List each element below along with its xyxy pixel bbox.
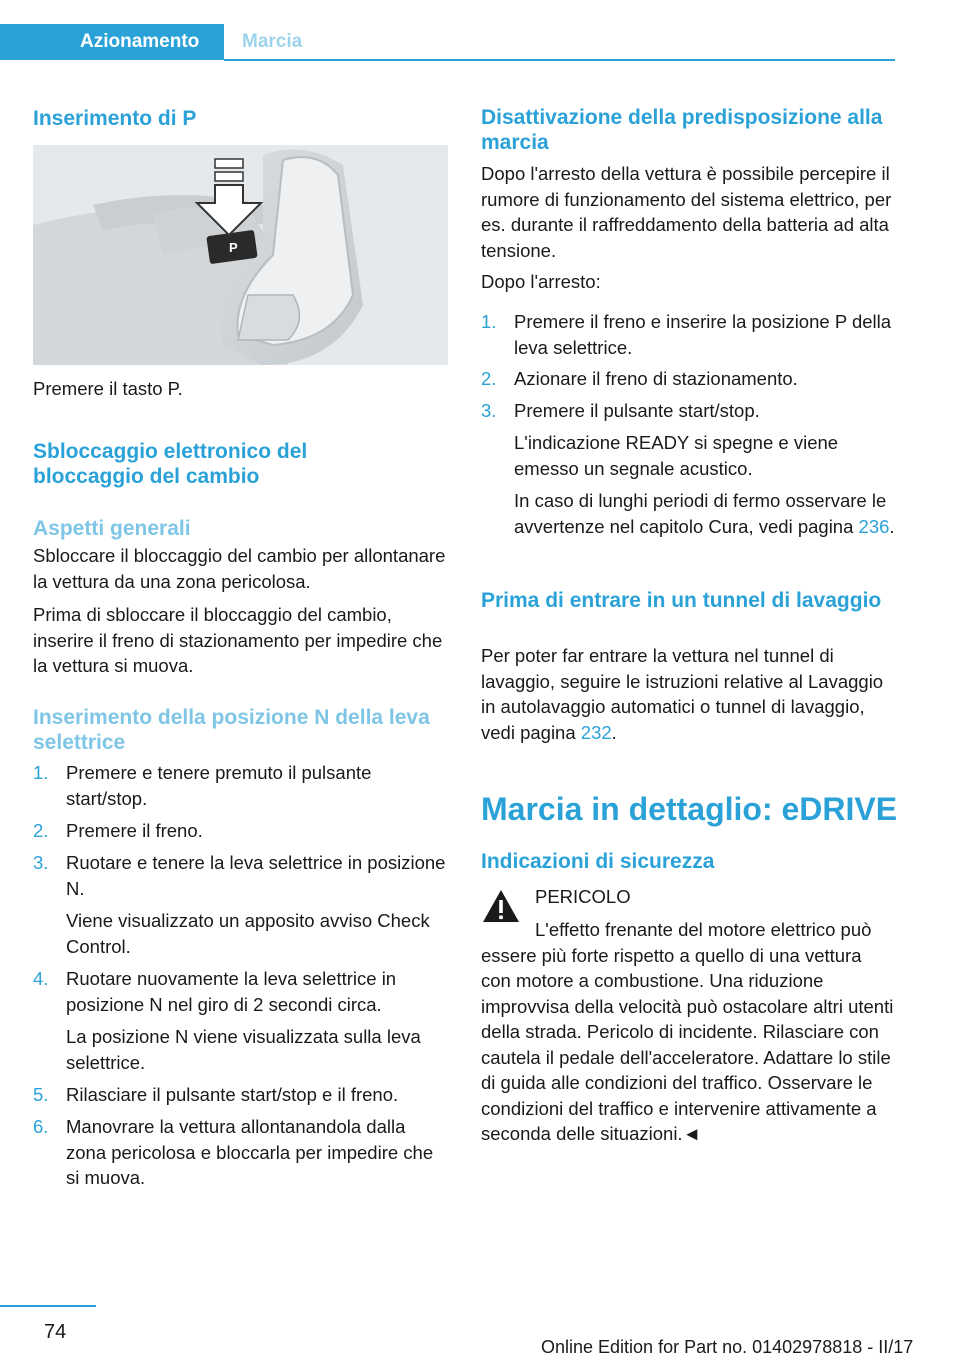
step-text: Premere il freno. bbox=[66, 820, 203, 841]
heading-insert-p: Inserimento di P bbox=[33, 107, 197, 130]
p-key-label: P bbox=[229, 240, 238, 255]
note-text: In caso di lunghi periodi di fermo osservare le avvertenze nel capitolo Cura, vedi pagina bbox=[514, 490, 887, 537]
step-text: Rilasciare il pulsante start/stop e il freno. bbox=[66, 1084, 399, 1105]
note-period: . bbox=[889, 515, 895, 537]
heading-deactivate: Disattivazione della predisposizione alla marcia bbox=[481, 106, 883, 154]
header-tabs bbox=[0, 24, 895, 62]
step-number: 1. bbox=[33, 762, 49, 783]
tab-marcia[interactable]: Marcia bbox=[242, 31, 303, 52]
heading-insert-n: Inserimento della posizione N della leva selettrice bbox=[33, 706, 430, 754]
edition-text: Online Edition for Part no. 01402978818 - II/17 bbox=[541, 1337, 914, 1357]
tunnel-text: Per poter far entrare la vettura nel tunnel di lavaggio, seguire le istruzioni relative al Lavaggio in autolavaggio automatici o tunnel di lavaggio, vedi pagina bbox=[481, 645, 884, 743]
step-text bbox=[514, 488, 896, 539]
heading-electronic-unlock: Sbloccaggio elettronico del bloccaggio del cambio bbox=[33, 440, 308, 488]
tab-azionamento[interactable]: Azionamento bbox=[0, 24, 224, 60]
deactivate-paragraph-2: Dopo l'arresto: bbox=[481, 271, 601, 292]
warning-text: L'effetto frenante del motore elettrico può essere più forte rispetto a quello di una vettura con motore a combustione. Una riduzione improvvisa della velocità può ostacolare altri utenti della strada. Pericolo di incidente. Rilasciare con cautela il pedale dell'acceleratore. Adattare lo stile di guida alle condizioni del traffico. Osservare le condizioni del traffico e intervenire attivamente a seconda delle situazioni.◄ bbox=[481, 919, 894, 1144]
step-number: 5. bbox=[33, 1084, 49, 1105]
heading-safety: Indicazioni di sicurezza bbox=[481, 850, 715, 873]
warning-title: PERICOLO bbox=[535, 886, 631, 907]
heading-tunnel: Prima di entrare in un tunnel di lavaggio bbox=[481, 589, 882, 612]
page-link-236[interactable]: 236 bbox=[858, 515, 890, 537]
general-paragraph-2: Prima di sbloccare il bloccaggio del cambio, inserire il freno di stazionamento per impedire che la vettura si muova. bbox=[33, 604, 443, 676]
step-number: 4. bbox=[33, 968, 49, 989]
caption-press-p: Premere il tasto P. bbox=[33, 378, 183, 399]
step-text: L'indicazione READY si spegne e viene emesso un segnale acustico. bbox=[514, 432, 839, 479]
step-number: 3. bbox=[481, 400, 497, 421]
step-number: 2. bbox=[33, 820, 49, 841]
gear-selector-illustration bbox=[33, 145, 448, 365]
heading-main-edrive: Marcia in dettaglio: eDRIVE bbox=[481, 791, 898, 827]
step-text: La posizione N viene visualizzata sulla leva selettrice. bbox=[66, 1026, 421, 1073]
step-number: 6. bbox=[33, 1116, 49, 1137]
header-rule bbox=[224, 59, 895, 61]
step-text: Premere e tenere premuto il pulsante start/stop. bbox=[66, 762, 372, 809]
general-paragraph-1: Sbloccare il bloccaggio del cambio per allontanare la vettura da una zona pericolosa. bbox=[33, 545, 446, 592]
heading-general: Aspetti generali bbox=[33, 517, 191, 540]
footer-rule bbox=[0, 1305, 96, 1307]
deactivate-paragraph-1: Dopo l'arresto della vettura è possibile percepire il rumore di funzionamento del sistema elettrico, per es. durante il raffreddamento della batteria ad alta tensione. bbox=[481, 163, 892, 261]
step-text: Premere il pulsante start/stop. bbox=[514, 400, 760, 421]
step-number: 3. bbox=[33, 852, 49, 873]
page-link-232[interactable]: 232 bbox=[580, 721, 612, 743]
step-text: Ruotare nuovamente la leva selettrice in posizione N nel giro di 2 secondi circa. bbox=[66, 968, 397, 1015]
step-text: Viene visualizzato un apposito avviso Check Control. bbox=[66, 910, 430, 957]
step-number: 2. bbox=[481, 368, 497, 389]
gear-selector-svg bbox=[33, 145, 448, 365]
step-text: Ruotare e tenere la leva selettrice in posizione N. bbox=[66, 852, 446, 899]
tunnel-paragraph bbox=[481, 643, 896, 745]
step-number: 1. bbox=[481, 311, 497, 332]
step-text: Azionare il freno di stazionamento. bbox=[514, 368, 798, 389]
page-number: 74 bbox=[44, 1321, 67, 1343]
tunnel-period: . bbox=[611, 721, 617, 743]
step-text: Premere il freno e inserire la posizione P della leva selettrice. bbox=[514, 311, 892, 358]
step-text: Manovrare la vettura allontanandola dalla zona pericolosa e bloccarla per impedire che si muova. bbox=[66, 1116, 434, 1188]
